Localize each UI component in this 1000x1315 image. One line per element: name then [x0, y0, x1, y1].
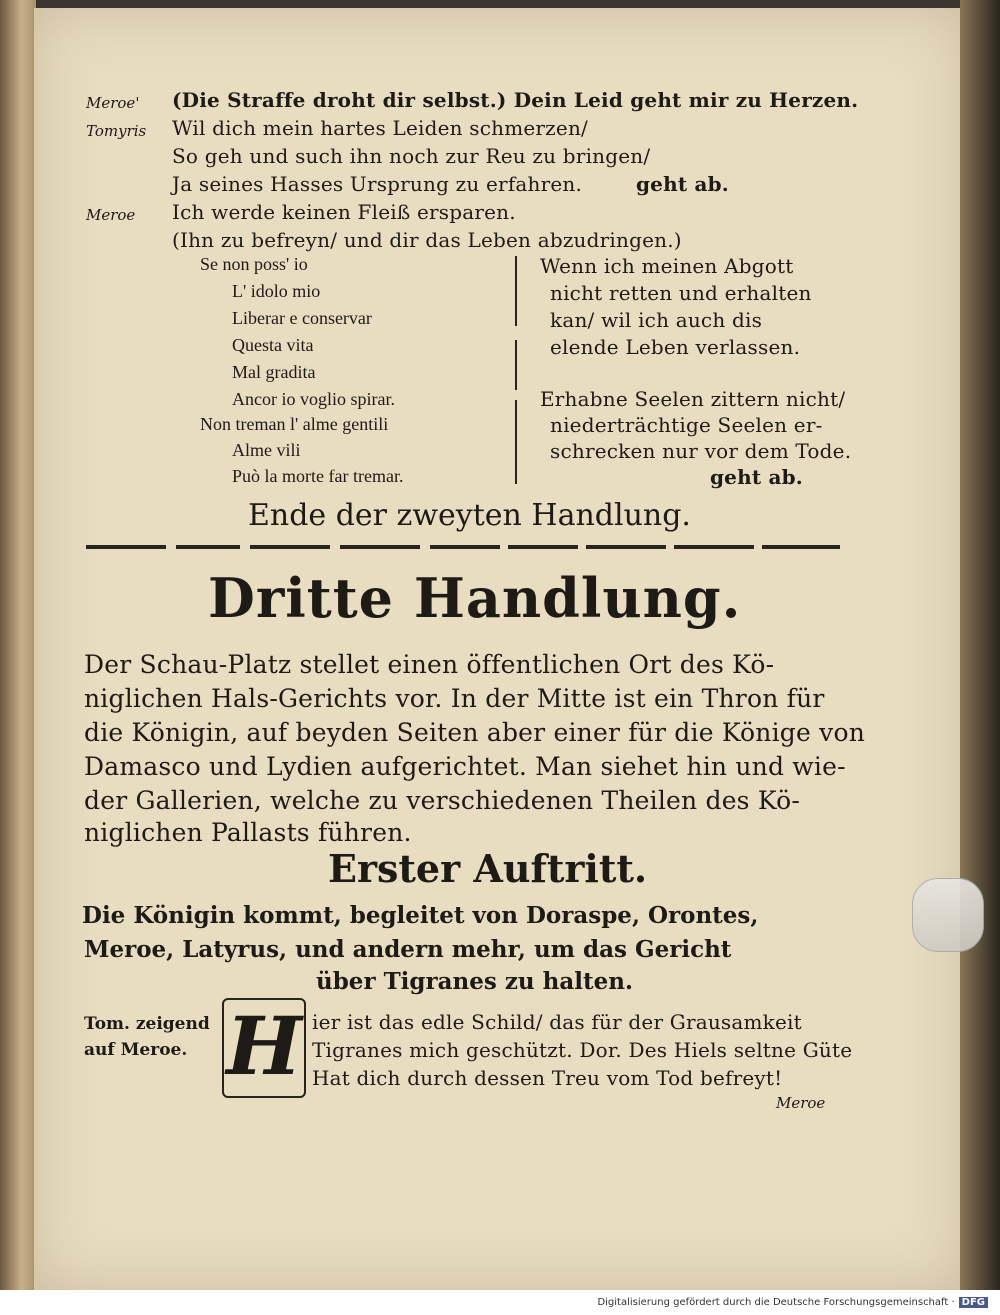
page-flip-tab[interactable]: [912, 878, 984, 952]
end-of-act: Ende der zweyten Handlung.: [248, 498, 691, 533]
dialogue-line: Hat dich durch dessen Treu vom Tod befreyt!: [312, 1066, 783, 1090]
dialogue-line: Ja seines Hasses Ursprung zu erfahren.: [172, 172, 583, 196]
setting-line: niglichen Hals-Gerichts vor. In der Mitte ist ein Thron für: [84, 684, 825, 713]
adjacent-page-edge: [0, 0, 36, 1290]
dialogue-line: Wil dich mein hartes Leiden schmerzen/: [172, 116, 588, 140]
scene-description-line: über Tigranes zu halten.: [316, 968, 633, 995]
aria-italian-line: L' idolo mio: [232, 281, 321, 301]
aria-italian-line: Ancor io voglio spirar.: [232, 389, 395, 409]
act-title: Dritte Handlung.: [208, 566, 742, 630]
dialogue-line: Ich werde keinen Fleiß ersparen.: [172, 200, 516, 224]
column-divider: [515, 340, 517, 390]
speaker-label: Tom. zeigend: [84, 1014, 210, 1034]
aria-german-line: Erhabne Seelen zittern nicht/: [540, 387, 846, 411]
divider-rule: [674, 545, 754, 549]
divider-rule: [340, 545, 420, 549]
aria-german-line: niederträchtige Seelen er-: [550, 413, 823, 437]
divider-rule: [762, 545, 840, 549]
setting-line: Damasco und Lydien aufgerichtet. Man siehet hin und wie-: [84, 752, 846, 781]
aria-italian-line: Può la morte far tremar.: [232, 466, 404, 486]
setting-line: niglichen Pallasts führen.: [84, 818, 412, 847]
aria-italian-line: Liberar e conservar: [232, 308, 372, 328]
dialogue-line: Tigranes mich geschützt. Dor. Des Hiels seltne Güte: [312, 1038, 853, 1062]
setting-line: die Königin, auf beyden Seiten aber einer für die Könige von: [84, 718, 866, 747]
dialogue-line: So geh und such ihn noch zur Reu zu bringen/: [172, 144, 651, 168]
column-divider: [515, 400, 517, 484]
speaker-label: Tomyris: [86, 122, 147, 140]
column-divider: [515, 256, 517, 326]
speaker-label: Meroe': [86, 94, 140, 112]
aria-italian-line: Se non poss' io: [200, 254, 308, 274]
dialogue-line: (Ihn zu befreyn/ und dir das Leben abzudringen.): [172, 228, 682, 252]
aria-italian-line: Non treman l' alme gentili: [200, 414, 389, 434]
speaker-label: Meroe: [86, 206, 136, 224]
aria-german-line: kan/ wil ich auch dis: [550, 308, 763, 332]
page-fore-edge: [960, 0, 1000, 1290]
aria-german-line: nicht retten und erhalten: [550, 281, 812, 305]
divider-rule: [508, 545, 578, 549]
decorated-initial: H: [222, 998, 306, 1098]
stage-direction: geht ab.: [710, 465, 803, 489]
catchword: Meroe: [776, 1094, 826, 1112]
aria-italian-line: Alme vili: [232, 440, 301, 460]
divider-rule: [250, 545, 330, 549]
divider-rule: [86, 545, 166, 549]
aria-italian-line: Questa vita: [232, 335, 314, 355]
aria-german-line: schrecken nur vor dem Tode.: [550, 439, 852, 463]
funding-credit: Digitalisierung gefördert durch die Deutsche Forschungsgemeinschaft · DFG: [597, 1297, 988, 1308]
setting-line: der Gallerien, welche zu verschiedenen Theilen des Kö-: [84, 786, 800, 815]
divider-rule: [176, 545, 240, 549]
scene-description-line: Meroe, Latyrus, und andern mehr, um das Gericht: [84, 936, 732, 963]
aria-german-line: Wenn ich meinen Abgott: [540, 254, 794, 278]
dialogue-line: (Die Straffe droht dir selbst.) Dein Leid geht mir zu Herzen.: [172, 88, 859, 112]
scene-title: Erster Auftritt.: [328, 846, 648, 891]
setting-line: Der Schau-Platz stellet einen öffentlichen Ort des Kö-: [84, 650, 775, 679]
aria-italian-line: Mal gradita: [232, 362, 316, 382]
scene-description-line: Die Königin kommt, begleitet von Doraspe, Orontes,: [82, 902, 759, 929]
stage-direction: geht ab.: [636, 172, 729, 196]
aria-german-line: elende Leben verlassen.: [550, 335, 801, 359]
divider-rule: [586, 545, 666, 549]
dfg-logo: DFG: [959, 1297, 988, 1308]
divider-rule: [430, 545, 500, 549]
dialogue-line: ier ist das edle Schild/ das für der Grausamkeit: [312, 1010, 802, 1034]
speaker-label: auf Meroe.: [84, 1040, 188, 1060]
